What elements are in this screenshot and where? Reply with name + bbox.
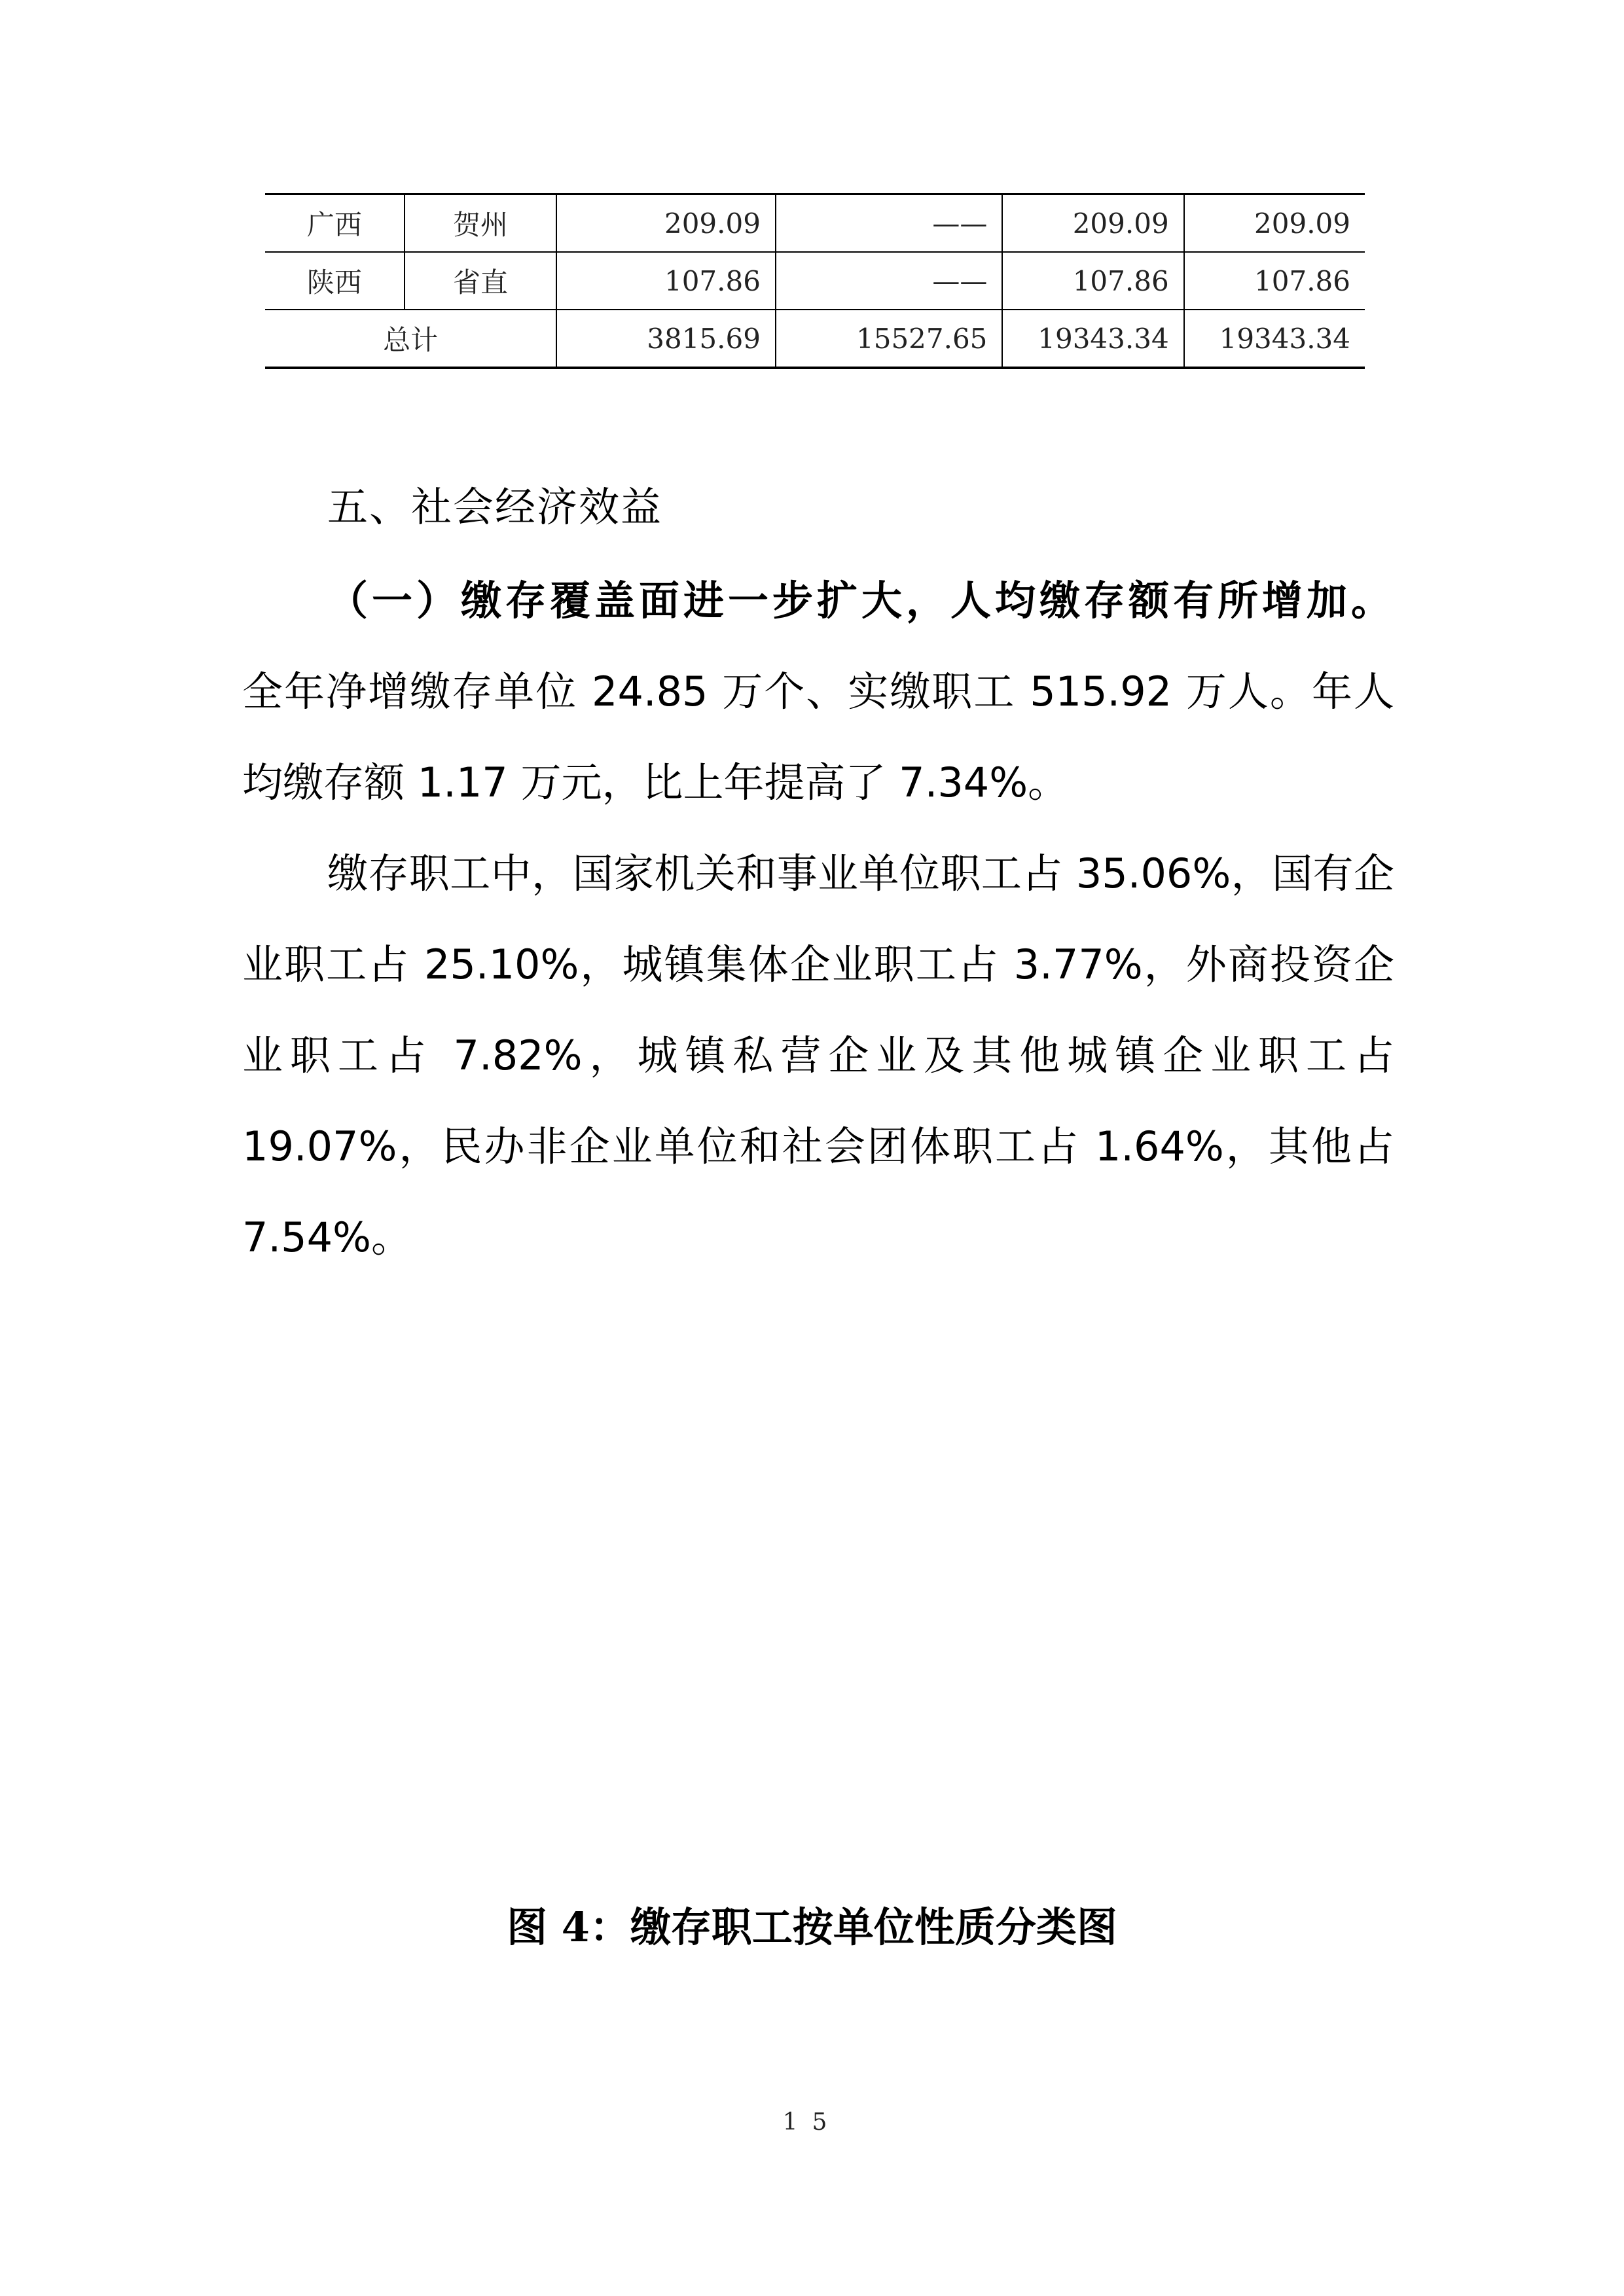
- total-label: 总计: [265, 310, 556, 368]
- cell-value: ——: [776, 194, 1002, 253]
- figure-caption: 图 4：缴存职工按单位性质分类图: [507, 1903, 1117, 1951]
- cell-city: 贺州: [405, 194, 556, 253]
- section-heading: 五、社会经济效益: [327, 483, 663, 531]
- total-value: 15527.65: [776, 310, 1002, 368]
- table-row: [265, 194, 1365, 253]
- cell-value: 209.09: [1002, 194, 1183, 253]
- table-row: [265, 252, 1365, 310]
- total-value: 19343.34: [1002, 310, 1183, 368]
- cell-value: 209.09: [556, 194, 776, 253]
- total-value: 3815.69: [556, 310, 776, 368]
- cell-value: 107.86: [1184, 252, 1365, 310]
- paragraph-bold-lead: （一）缴存覆盖面进一步扩大，人均缴存额有所增加。: [327, 577, 1394, 624]
- provident-fund-table: [265, 193, 1365, 369]
- paragraph-text: 全年净增缴存单位 24.85 万个、实缴职工 515.92 万人。年人均缴存额 1.17 万元，比上年提高了 7.34%。: [242, 668, 1394, 806]
- page-number: 15: [782, 2109, 842, 2136]
- cell-value: ——: [776, 252, 1002, 310]
- cell-value: 209.09: [1184, 194, 1365, 253]
- cell-value: 107.86: [556, 252, 776, 310]
- paragraph-text: 缴存职工中，国家机关和事业单位职工占 35.06%，国有企业职工占 25.10%，城镇集体企业职工占 3.77%，外商投资企业职工占 7.82%，城镇私营企业及其他城镇企业职工占 19.07%，民办非企业单位和社会团体职工占 1.64%，其他占 7.54%。: [242, 850, 1394, 1261]
- cell-value: 107.86: [1002, 252, 1183, 310]
- paragraph-coverage: [242, 555, 1394, 828]
- cell-province: 陕西: [265, 252, 405, 310]
- cell-city: 省直: [405, 252, 556, 310]
- cell-province: 广西: [265, 194, 405, 253]
- paragraph-employee-breakdown: [242, 828, 1394, 1283]
- table-total-row: [265, 310, 1365, 368]
- total-value: 19343.34: [1184, 310, 1365, 368]
